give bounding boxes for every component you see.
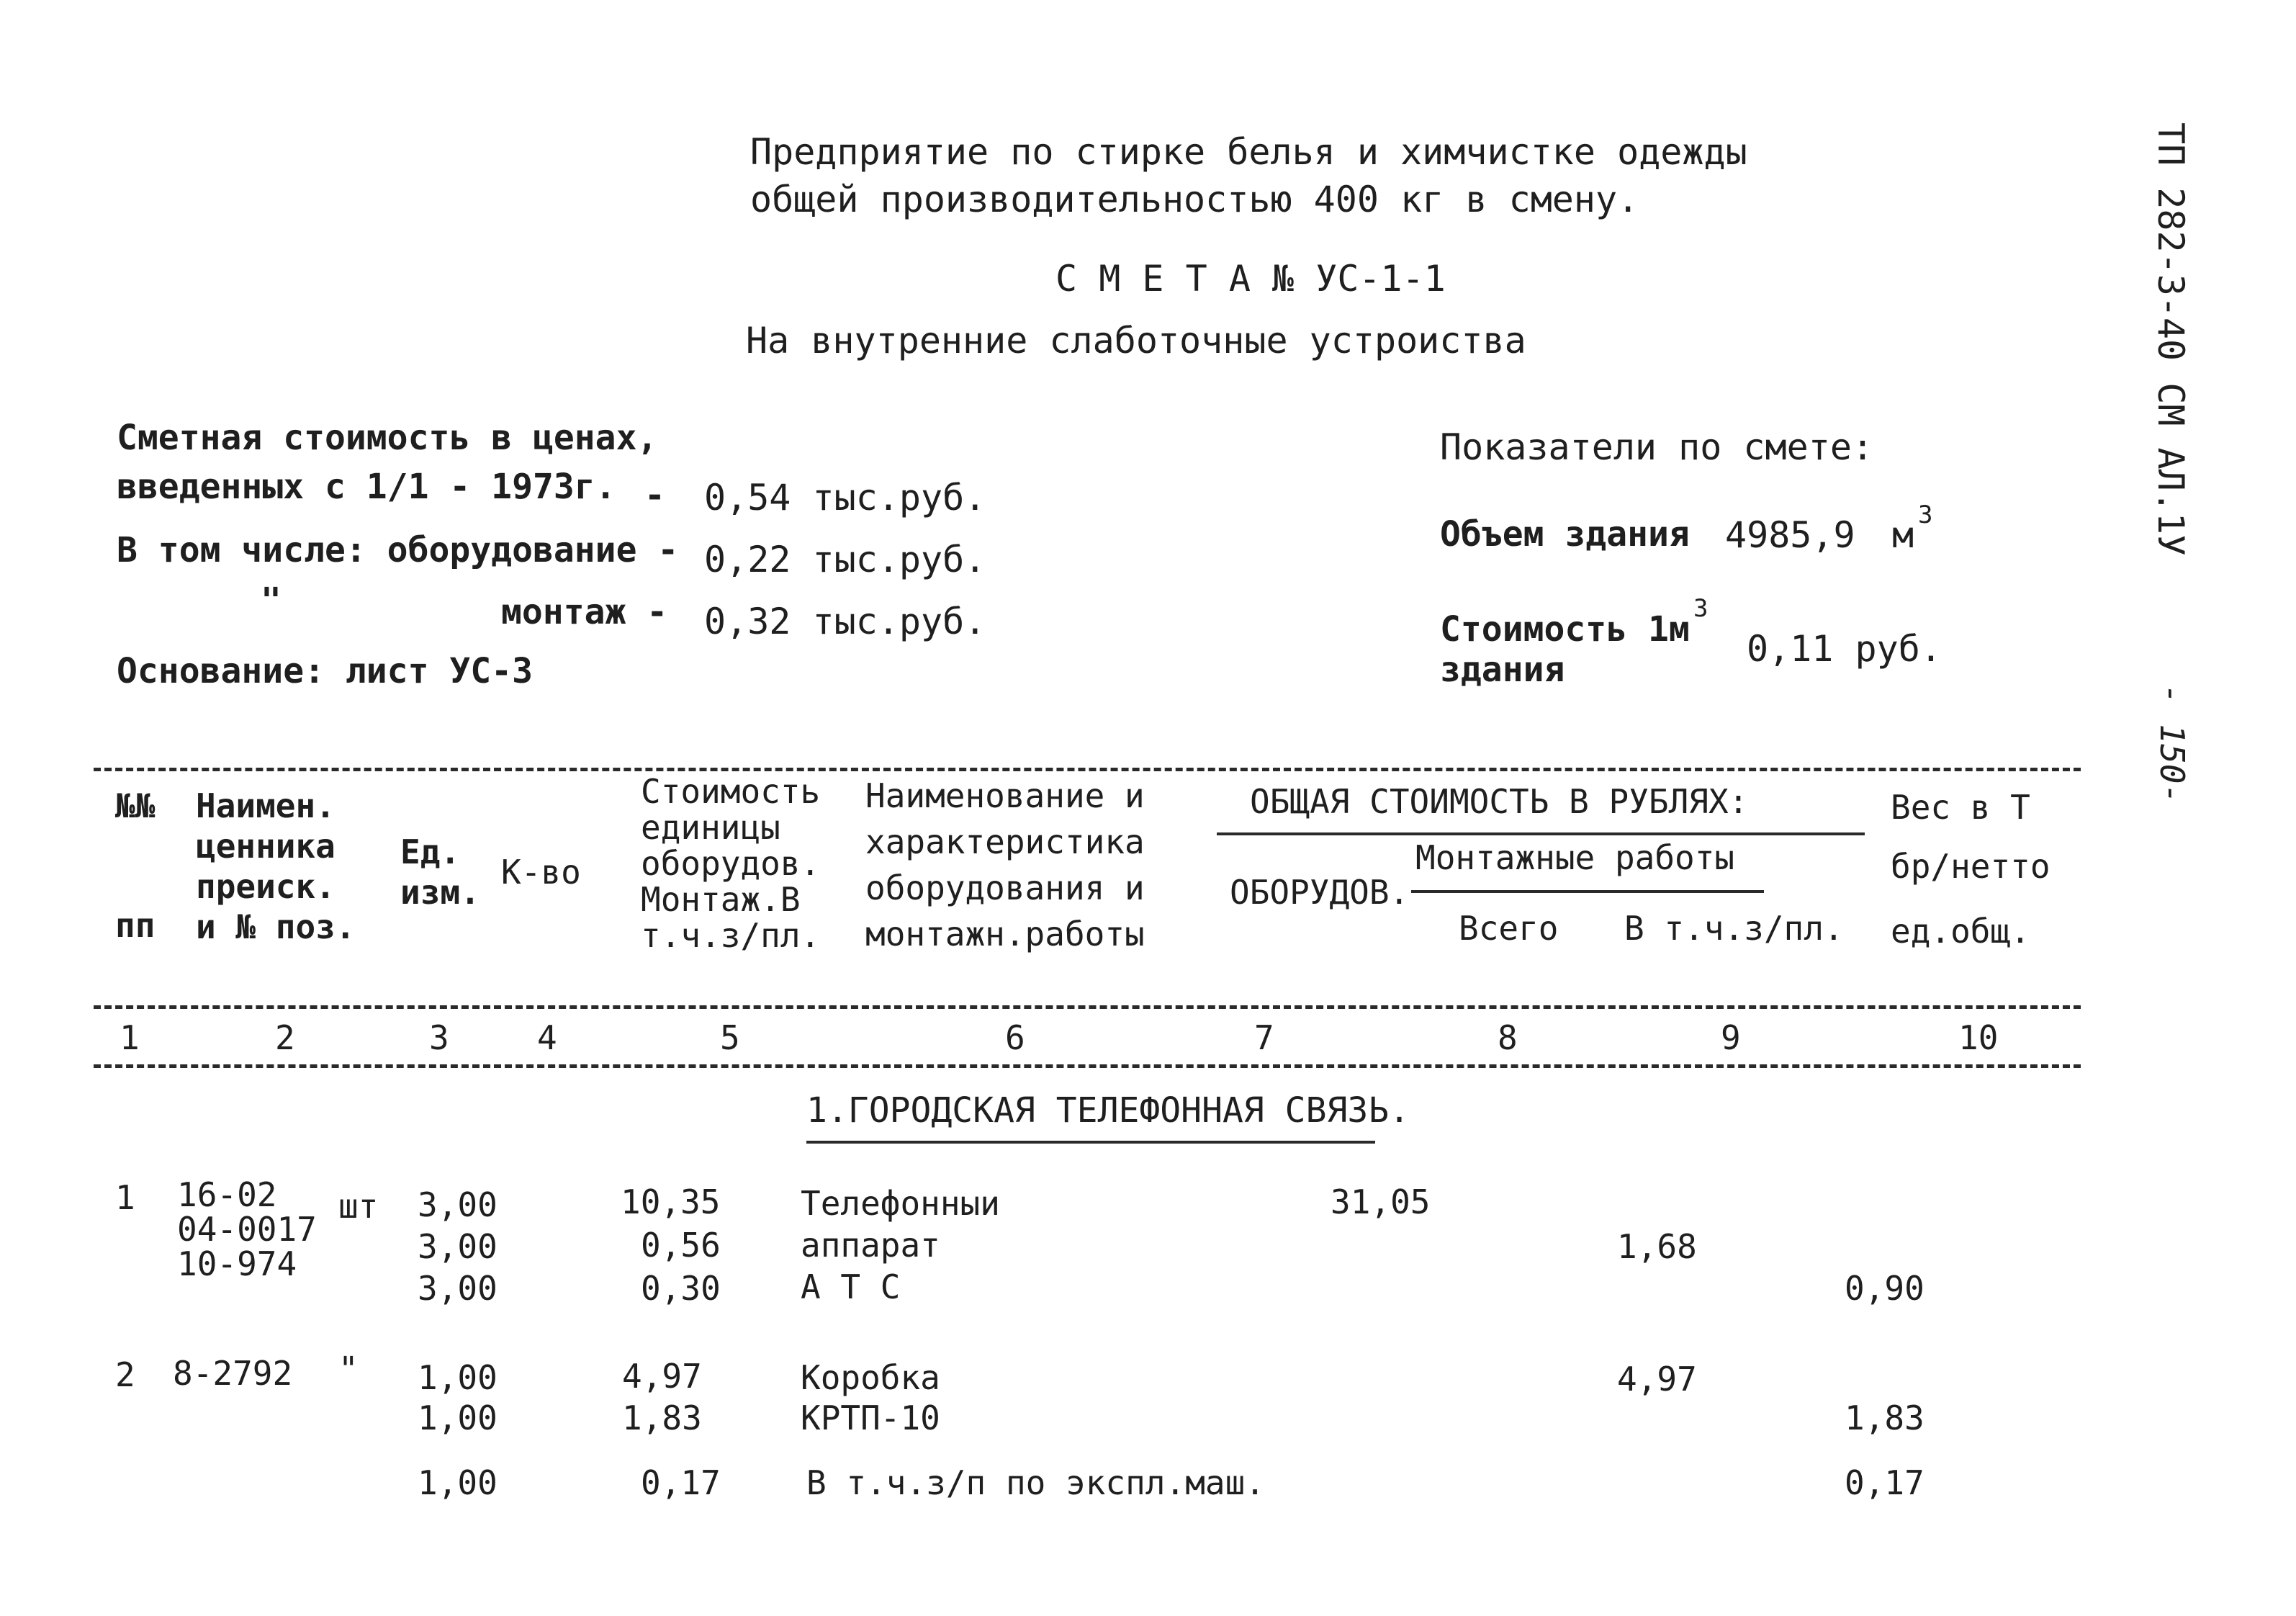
column-number: 5 — [720, 1018, 740, 1057]
cost-dash: - — [644, 475, 665, 516]
cost-total: 0,54 тыс.руб. — [704, 477, 986, 519]
header-total-cost: ОБЩАЯ СТОИМОСТЬ В РУБЛЯХ: — [1250, 782, 1749, 821]
header-mounting: Монтажные работы — [1415, 838, 1735, 877]
header-price-1: Наимен. — [196, 786, 336, 825]
column-number: 2 — [275, 1018, 295, 1057]
unit-cost: 0,17 — [641, 1463, 721, 1502]
header-desc-3: оборудования и — [865, 868, 1145, 907]
total-header-underline — [1217, 832, 1865, 835]
header-unit-2: изм. — [400, 873, 480, 912]
cost-unit-exponent: 3 — [1693, 594, 1709, 623]
column-number: 1 — [120, 1018, 140, 1057]
qty: 1,00 — [418, 1358, 498, 1397]
price-code: 10-974 — [177, 1244, 297, 1283]
item-name: В т.ч.з/п по экспл.маш. — [806, 1463, 1265, 1502]
side-code: ТП 282-3-40 СМ АЛ.1У — [2150, 122, 2192, 557]
column-numbers-rule — [94, 1064, 2081, 1068]
unit-cost: 10,35 — [621, 1182, 721, 1221]
cost-label-1: Сметная стоимость в ценах, — [117, 418, 658, 458]
column-number: 8 — [1498, 1018, 1518, 1057]
header-weight-3: ед.общ. — [1891, 912, 2030, 951]
org-line-2: общей производительностью 400 кг в смену. — [750, 179, 1639, 220]
price-code: 8-2792 — [173, 1354, 293, 1393]
row-number: 2 — [115, 1355, 135, 1394]
mounting-label: монтаж - — [501, 592, 668, 632]
header-desc-2: характеристика — [865, 822, 1145, 861]
indicators-title: Показатели по смете: — [1440, 426, 1874, 468]
cost-label-2: введенных с 1/1 - 1973г. — [117, 467, 616, 507]
volume-unit-exponent: 3 — [1918, 500, 1933, 529]
header-price-3: преиск. — [196, 867, 336, 906]
unit-cost: 0,56 — [641, 1226, 721, 1265]
cost-per-m3-label: Стоимость 1м — [1440, 609, 1690, 650]
item-name: А Т С — [801, 1267, 901, 1306]
column-number: 7 — [1254, 1018, 1274, 1057]
item-name: КРТП-10 — [801, 1399, 940, 1437]
qty: 1,00 — [418, 1399, 498, 1437]
cost-mounting: 0,32 тыс.руб. — [704, 601, 986, 642]
qty: 1,00 — [418, 1463, 498, 1502]
column-number: 3 — [429, 1018, 449, 1057]
volume-label: Объем здания — [1440, 514, 1690, 555]
header-unitcost-2: единицы — [641, 808, 780, 847]
section-underline — [806, 1141, 1375, 1144]
qty: 3,00 — [418, 1269, 498, 1308]
column-number: 9 — [1721, 1018, 1741, 1057]
item-name: Телефонныи — [801, 1184, 1000, 1223]
header-price-4: и № поз. — [196, 907, 356, 946]
header-unitcost-3: оборудов. — [641, 844, 821, 883]
volume-unit: м — [1892, 514, 1914, 556]
header-qty: К-во — [501, 853, 581, 892]
volume-value: 4985,9 — [1725, 514, 1855, 556]
header-weight-2: бр/нетто — [1891, 847, 2050, 886]
unit: " — [338, 1350, 359, 1388]
header-unitcost-4: Монтаж.В — [641, 880, 801, 919]
header-unitcost-5: т.ч.з/пл. — [641, 916, 821, 955]
price-code: 04-0017 — [177, 1210, 317, 1249]
row-number: 1 — [115, 1178, 135, 1217]
item-name: аппарат — [801, 1226, 940, 1265]
header-mount-wages: В т.ч.з/пл. — [1624, 909, 1844, 948]
unit-cost: 0,30 — [641, 1269, 721, 1308]
qty: 3,00 — [418, 1227, 498, 1266]
header-price-2: ценника — [196, 827, 336, 866]
cost-equipment: 0,22 тыс.руб. — [704, 539, 986, 580]
incl-equipment-label: В том числе: оборудование - — [117, 530, 679, 570]
mount-header-underline — [1411, 890, 1764, 893]
unit-cost: 4,97 — [622, 1357, 702, 1396]
header-unitcost-1: Стоимость — [641, 772, 821, 811]
weight: 1,83 — [1845, 1399, 1924, 1437]
header-num-2: пп — [115, 906, 156, 945]
unit-cost: 1,83 — [622, 1399, 702, 1437]
qty: 3,00 — [418, 1185, 498, 1224]
header-unit-1: Ед. — [400, 832, 461, 871]
cost-per-m3-label-2: здания — [1440, 650, 1565, 690]
basis: Основание: лист УС-3 — [117, 651, 533, 691]
header-num-1: №№ — [115, 786, 156, 825]
mounting-total: 4,97 — [1617, 1360, 1697, 1399]
side-page-number: - 150- — [2153, 684, 2192, 804]
column-number: 10 — [1958, 1018, 1999, 1057]
weight: 0,17 — [1845, 1463, 1924, 1502]
header-desc-1: Наименование и — [865, 776, 1145, 815]
mounting-total: 1,68 — [1617, 1227, 1697, 1266]
header-desc-4: монтажн.работы — [865, 915, 1145, 953]
item-name: Коробка — [801, 1358, 940, 1397]
header-mount-total: Всего — [1459, 909, 1559, 948]
column-number: 6 — [1005, 1018, 1025, 1057]
cost-per-m3-value: 0,11 руб. — [1747, 628, 1942, 670]
document-subtitle: На внутренние слаботочные устроиства — [746, 320, 1526, 362]
header-equipment: ОБОРУДОВ. — [1230, 873, 1410, 912]
price-code: 16-02 — [177, 1175, 277, 1214]
weight: 0,90 — [1845, 1269, 1924, 1308]
table-top-rule — [94, 768, 2081, 771]
ditto-mark: " — [261, 580, 282, 621]
document-title: С М Е Т А № УС-1-1 — [1055, 258, 1446, 300]
equipment-total: 31,05 — [1331, 1182, 1431, 1221]
section-title: 1.ГОРОДСКАЯ ТЕЛЕФОННАЯ СВЯЗЬ. — [806, 1090, 1410, 1131]
unit: шт — [338, 1187, 379, 1226]
column-number: 4 — [537, 1018, 557, 1057]
header-bottom-rule — [94, 1005, 2081, 1009]
header-weight-1: Вес в Т — [1891, 788, 2030, 827]
org-line-1: Предприятие по стирке белья и химчистке одежды — [750, 131, 1747, 173]
